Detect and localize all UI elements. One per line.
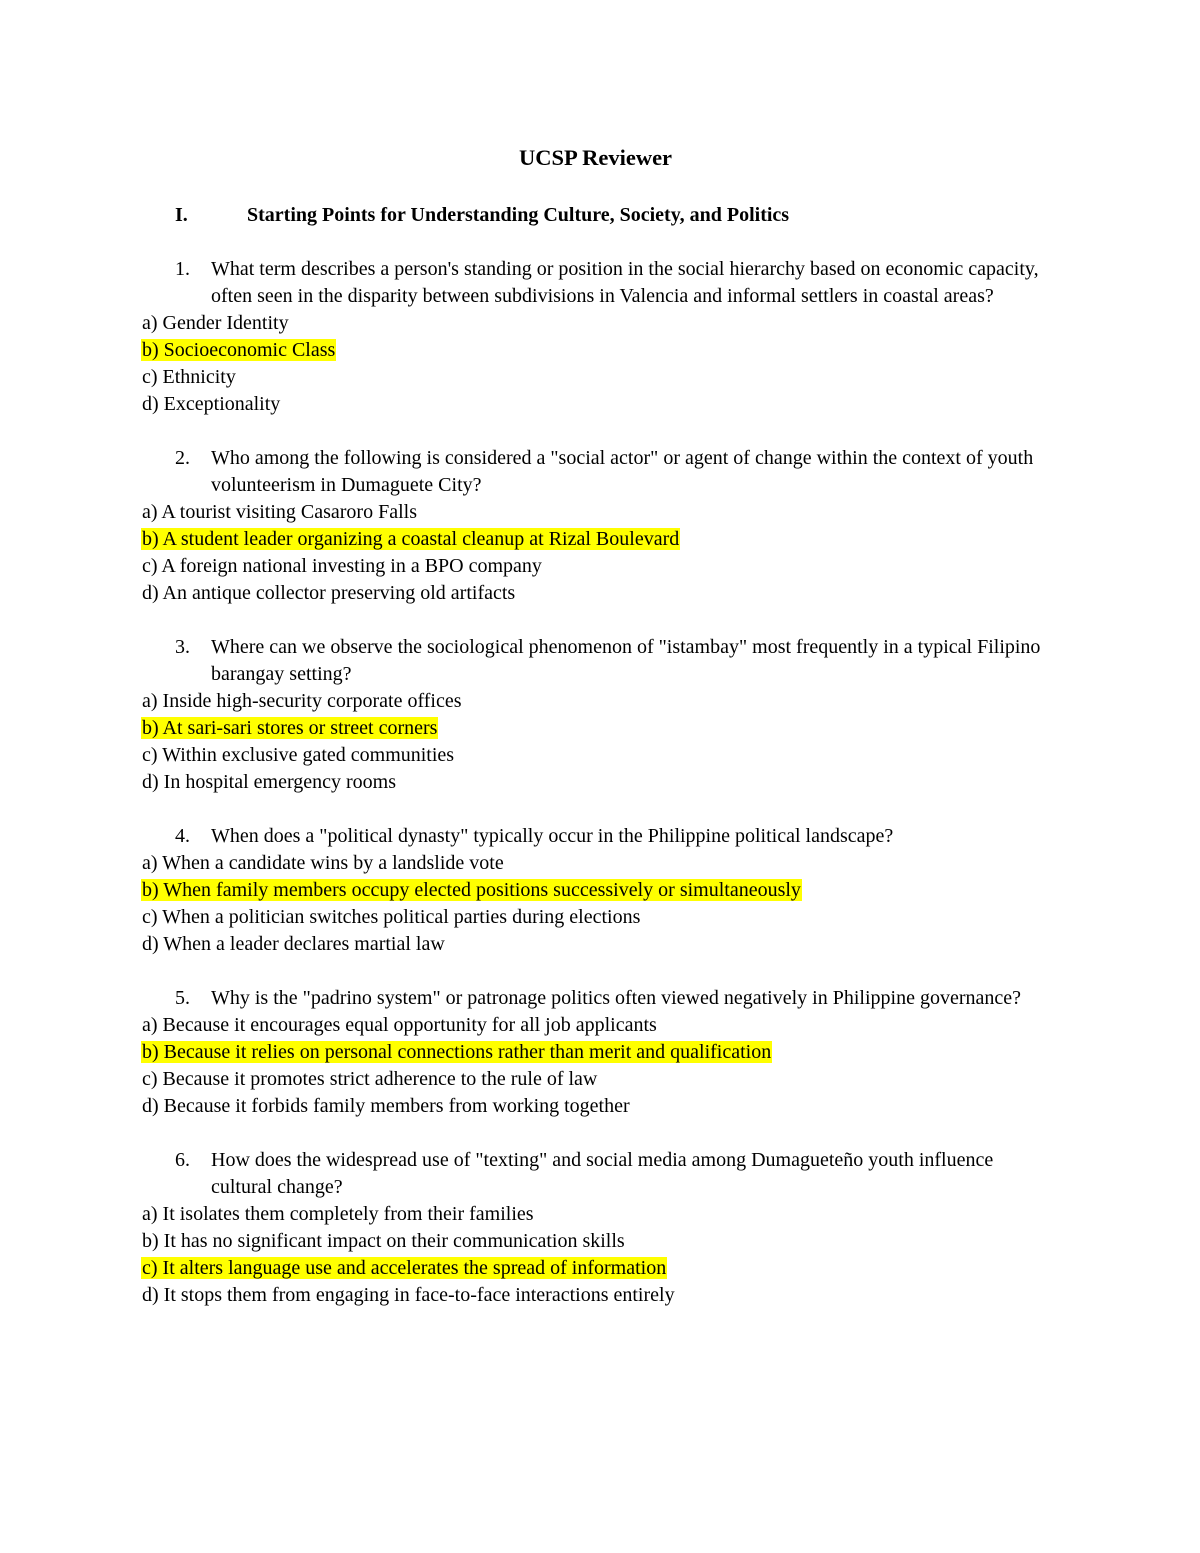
answer-option-correct [141,877,1050,904]
question-text: Where can we observe the sociological phenomenon of "istambay" most frequently in a typical Filipino barangay setting? [211,636,1041,685]
answer-option [141,553,1050,580]
answer-option [141,904,1050,931]
answer-option [141,1066,1050,1093]
option-text: a) A tourist visiting Casaroro Falls [142,501,417,523]
option-text: a) When a candidate wins by a landslide vote [142,852,504,874]
answer-option [141,1282,1050,1309]
question-block [141,985,1050,1120]
answer-option [141,1228,1050,1255]
answer-option [141,1201,1050,1228]
option-text: d) Exceptionality [142,393,281,415]
answer-option-correct [141,715,1050,742]
option-text: a) Gender Identity [142,312,289,334]
question-number: 1. [175,258,190,280]
question-text: How does the widespread use of "texting" and social media among Dumagueteño youth influence cultural change? [211,1149,994,1198]
question-block [141,1147,1050,1309]
question [141,445,1050,499]
question-text: What term describes a person's standing or position in the social hierarchy based on economic capacity, often seen in the disparity between subdivisions in Valencia and informal settlers in coastal areas? [211,258,1039,307]
question [141,1147,1050,1201]
question-number: 2. [175,447,190,469]
document-title: UCSP Reviewer [518,145,673,170]
question [141,634,1050,688]
question [141,985,1050,1012]
question [141,823,1050,850]
highlighted-answer-text: c) It alters language use and accelerates the spread of information [142,1257,667,1279]
question-text: When does a "political dynasty" typically occur in the Philippine political landscape? [211,825,894,847]
answer-option [141,742,1050,769]
highlighted-answer-text: b) When family members occupy elected positions successively or simultaneously [142,879,801,901]
answer-option [141,499,1050,526]
option-text: d) It stops them from engaging in face-to-face interactions entirely [142,1284,675,1306]
answer-options [141,310,1050,418]
question-number: 6. [175,1149,190,1171]
option-text: b) It has no significant impact on their communication skills [142,1230,625,1252]
answer-option [141,850,1050,877]
option-text: c) Ethnicity [142,366,236,388]
question [141,256,1050,310]
section-heading [141,202,1050,229]
highlighted-answer-text: b) A student leader organizing a coastal cleanup at Rizal Boulevard [142,528,680,550]
answer-option [141,364,1050,391]
question-number: 4. [175,825,190,847]
highlighted-answer-text: b) At sari-sari stores or street corners [142,717,438,739]
answer-option [141,310,1050,337]
answer-option-correct [141,1039,1050,1066]
answer-options [141,1012,1050,1120]
question-list [141,256,1050,1309]
answer-option [141,931,1050,958]
option-text: a) Because it encourages equal opportunity for all job applicants [142,1014,657,1036]
answer-option [141,391,1050,418]
question-number: 3. [175,636,190,658]
section-title: Starting Points for Understanding Culture, Society, and Politics [247,204,790,226]
highlighted-answer-text: b) Because it relies on personal connections rather than merit and qualification [142,1041,772,1063]
question-text: Why is the "padrino system" or patronage politics often viewed negatively in Philippine governance? [211,987,1021,1009]
answer-option [141,688,1050,715]
answer-option [141,769,1050,796]
answer-option-correct [141,337,1050,364]
question-block [141,634,1050,796]
answer-option-correct [141,526,1050,553]
question-block [141,823,1050,958]
answer-option [141,1012,1050,1039]
option-text: d) In hospital emergency rooms [142,771,397,793]
question-text: Who among the following is considered a "social actor" or agent of change within the context of youth volunteerism in Dumaguete City? [211,447,1034,496]
option-text: c) A foreign national investing in a BPO company [142,555,542,577]
option-text: d) When a leader declares martial law [142,933,445,955]
section-number: I. [175,204,188,226]
answer-options [141,499,1050,607]
option-text: a) It isolates them completely from their families [142,1203,534,1225]
question-number: 5. [175,987,190,1009]
option-text: a) Inside high-security corporate offices [142,690,462,712]
option-text: c) Within exclusive gated communities [142,744,455,766]
option-text: d) An antique collector preserving old artifacts [142,582,516,604]
highlighted-answer-text: b) Socioeconomic Class [142,339,336,361]
answer-option [141,1093,1050,1120]
answer-options [141,1201,1050,1309]
answer-options [141,688,1050,796]
question-block [141,256,1050,418]
option-text: c) When a politician switches political parties during elections [142,906,641,928]
answer-options [141,850,1050,958]
option-text: c) Because it promotes strict adherence to the rule of law [142,1068,598,1090]
answer-option-correct [141,1255,1050,1282]
question-block [141,445,1050,607]
answer-option [141,580,1050,607]
option-text: d) Because it forbids family members from working together [142,1095,630,1117]
